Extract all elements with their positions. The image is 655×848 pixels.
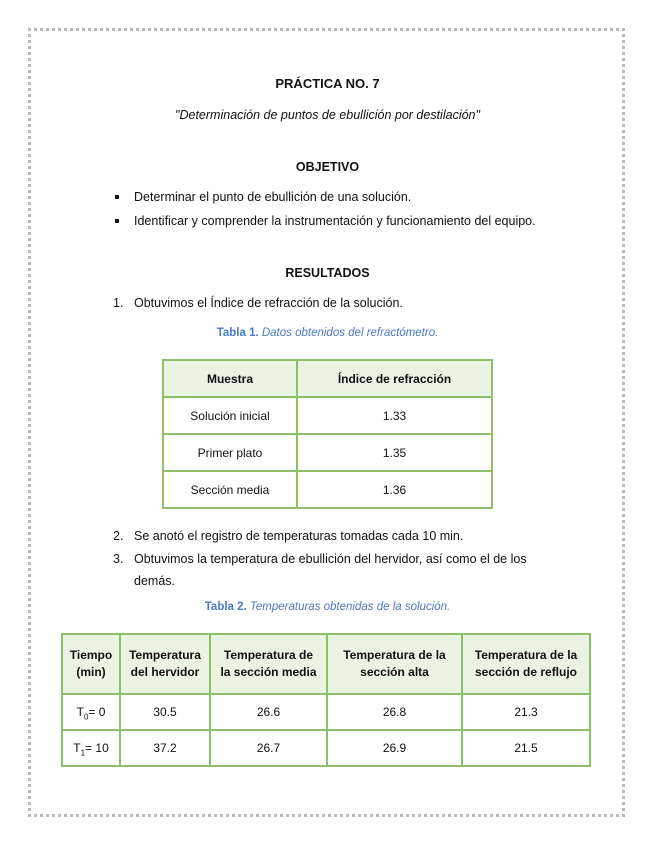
table-cell: 21.5: [462, 730, 590, 766]
column-header: [210, 634, 327, 694]
result-item-3: [113, 548, 527, 592]
table-cell: 26.7: [210, 730, 327, 766]
table-row: [163, 434, 492, 471]
column-header: [62, 634, 120, 694]
caption-label: Tabla 2.: [204, 601, 247, 613]
item-text: Obtuvimos el Índice de refracción de la solución.: [134, 296, 403, 310]
objetivo-item: Determinar el punto de ebullición de una solución.: [113, 186, 536, 210]
table-cell: 26.8: [327, 694, 462, 730]
time-cell: [62, 730, 120, 766]
result-item-2: [113, 525, 463, 547]
table-row: [62, 694, 590, 730]
time-cell: [62, 694, 120, 730]
table-cell: Primer plato: [163, 434, 297, 471]
header-line: Temperatura de: [223, 648, 314, 662]
header-line: Temperatura de la: [343, 648, 446, 662]
column-header: Muestra: [163, 360, 297, 397]
table-cell: 1.35: [297, 434, 492, 471]
table-cell: 1.33: [297, 397, 492, 434]
table1-caption: [0, 327, 655, 339]
table2-caption: [0, 601, 655, 613]
header-line: Tiempo: [69, 648, 113, 662]
result-item-1: [113, 292, 403, 314]
table-cell: 26.9: [327, 730, 462, 766]
header-line: Temperatura de la: [474, 648, 578, 662]
objetivo-item: Identificar y comprender la instrumentación y funcionamiento del equipo.: [113, 210, 536, 234]
item-number: 2.: [113, 529, 124, 543]
table-cell: 21.3: [462, 694, 590, 730]
item-text-continued: demás.: [134, 574, 175, 588]
objetivo-heading: OBJETIVO: [295, 160, 360, 174]
time-subscript: 1: [80, 748, 86, 758]
column-header: Índice de refracción: [297, 360, 492, 397]
item-text: Obtuvimos la temperatura de ebullición del hervidor, así como el de los: [134, 552, 527, 566]
header-line: sección alta: [360, 665, 429, 679]
table-row: [62, 730, 590, 766]
time-label: T: [76, 705, 84, 719]
table-cell: Solución inicial: [163, 397, 297, 434]
item-text: Se anotó el registro de temperaturas tomadas cada 10 min.: [134, 529, 464, 543]
column-header: [462, 634, 590, 694]
time-label: T: [73, 741, 81, 755]
page-subtitle: "Determinación de puntos de ebullición por destilación": [175, 108, 480, 122]
caption-label: Tabla 1.: [216, 327, 259, 339]
header-line: del hervidor: [130, 665, 200, 679]
table-row: [163, 471, 492, 508]
table-cell: 1.36: [297, 471, 492, 508]
caption-text: Temperaturas obtenidas de la solución.: [249, 601, 451, 613]
table-header-row: [62, 634, 590, 694]
time-value: = 10: [85, 741, 109, 755]
header-line: sección de reflujo: [474, 665, 578, 679]
header-line: (min): [76, 665, 106, 679]
column-header: [120, 634, 210, 694]
item-number: 3.: [113, 552, 124, 566]
table-cell: 30.5: [120, 694, 210, 730]
page-title: PRÁCTICA NO. 7: [275, 76, 380, 91]
header-line: la sección media: [220, 665, 317, 679]
temperature-table: [61, 633, 591, 767]
item-number: 1.: [113, 296, 124, 310]
time-subscript: 0: [83, 712, 89, 722]
table-row: [163, 397, 492, 434]
resultados-heading: RESULTADOS: [285, 266, 370, 280]
header-line: Temperatura: [129, 648, 201, 662]
table-cell: 37.2: [120, 730, 210, 766]
table-cell: Sección media: [163, 471, 297, 508]
time-value: = 0: [88, 705, 106, 719]
column-header: [327, 634, 462, 694]
table-header-row: [163, 360, 492, 397]
caption-text: Datos obtenidos del refractómetro.: [261, 327, 439, 339]
table-cell: 26.6: [210, 694, 327, 730]
refraction-table: [162, 359, 493, 509]
objetivo-list: [113, 186, 536, 234]
